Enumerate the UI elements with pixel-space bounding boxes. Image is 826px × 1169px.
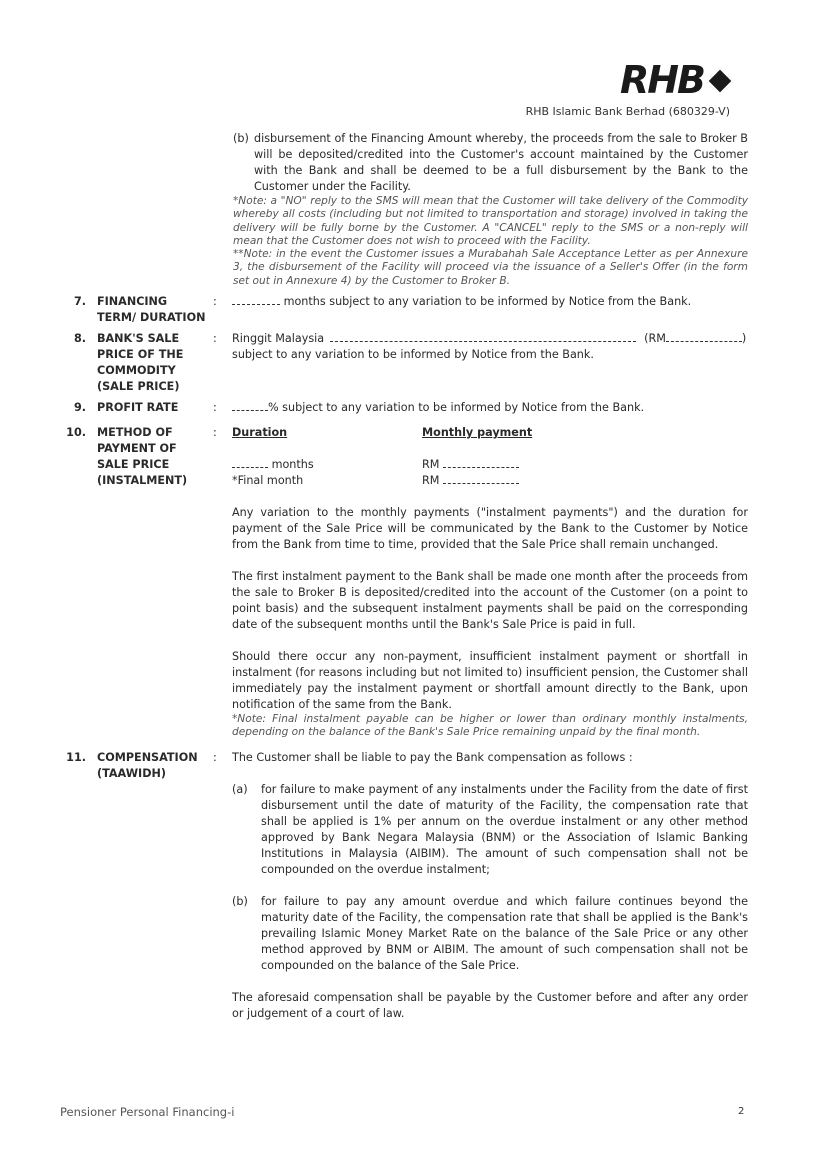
rm-label: RM: [422, 458, 440, 471]
colon: :: [213, 426, 217, 439]
section-content: [232, 331, 748, 363]
section-content: [232, 425, 748, 740]
section-content: [232, 400, 748, 416]
compensation-closing: The aforesaid compensation shall be payable by the Customer before and after any order or judgement of a court of law.: [232, 991, 748, 1020]
rhb-logo: [620, 60, 728, 100]
variation-text: subject to any variation to be informed by Notice from the Bank.: [232, 348, 594, 361]
section-number: 10.: [66, 426, 86, 439]
letterhead: [525, 58, 730, 122]
rm-open: (RM: [644, 332, 666, 345]
page-number: 2: [738, 1106, 745, 1117]
months-blank[interactable]: [232, 294, 280, 305]
rm-amount-blank[interactable]: [666, 331, 742, 342]
item-b-disbursement: [233, 131, 748, 288]
section-number: 8.: [73, 332, 86, 345]
monthly-payment-header: Monthly payment: [422, 426, 533, 439]
non-payment-paragraph: Should there occur any non-payment, insufficient instalment payment or shortfall in instalment (for reasons including but not limited to) insufficient pension, the Customer shall immediately pay the instalment payment or shortfall amount directly to the Bank, upon notification of the same from the Bank.: [232, 650, 748, 711]
compensation-item-a: [232, 782, 748, 878]
section-number: 9.: [73, 401, 86, 414]
section-label: BANK'S SALE PRICE OF THE COMMODITY (SALE PRICE): [97, 332, 184, 393]
section-label: FINANCING TERM/ DURATION: [97, 295, 206, 324]
duration-header: Duration: [232, 426, 288, 439]
rm-close: ): [741, 332, 747, 345]
section-label: METHOD OF PAYMENT OF SALE PRICE (INSTALMENT): [97, 426, 188, 487]
colon: :: [213, 751, 217, 764]
months-unit: months: [271, 458, 314, 471]
section-number: 11.: [66, 751, 86, 764]
final-amount-row: [422, 473, 519, 489]
final-instalment-note: *Note: Final instalment payable can be higher or lower than ordinary monthly instalments, depending on the balance of the Bank's Sale Price remaining unpaid by the final month.: [232, 713, 748, 739]
rate-blank[interactable]: [232, 400, 268, 411]
rate-text: % subject to any variation to be informed by Notice from the Bank.: [268, 401, 645, 414]
diamond-icon: [709, 70, 732, 93]
item-a-text: for failure to make payment of any instalments under the Facility from the date of first disbursement until the date of maturity of the Facility, the compensation rate that shall be applied is 1% per annum on the overdue instalment or any other method approved by Bank Negara Malaysia (BNM) or the Association of Islamic Banking Institutions in Malaysia (AIBIM). The amount of such compensation shall not be compounded on the overdue instalment;: [261, 783, 748, 876]
variation-paragraph: Any variation to the monthly payments ("instalment payments") and the duration for payment of the Sale Price will be communicated by the Bank to the Customer by Notice from the Bank from time to time, provided that the Sale Price shall remain unchanged.: [232, 506, 748, 551]
rm-label: RM: [422, 474, 440, 487]
section-content: [232, 294, 748, 310]
term-text: months subject to any variation to be informed by Notice from the Bank.: [283, 295, 692, 308]
compensation-item-b: [232, 894, 748, 974]
colon: :: [213, 295, 217, 308]
item-b-text: disbursement of the Financing Amount whereby, the proceeds from the sale to Broker B will be deposited/credited into the Customer's account maintained by the Customer with the Bank and shall be deemed to be a full disbursement by the Bank to the Customer under the Facility.: [254, 132, 748, 193]
duration-row: [232, 457, 314, 473]
logo-text: RHB: [619, 58, 704, 102]
section-content: [232, 750, 748, 1022]
sms-note: *Note: a "NO" reply to the SMS will mean that the Customer will take delivery of the Commodity whereby all costs (including but not limited to transportation and storage) involved in taking the delivery will be fully borne by the Customer. A "CANCEL" reply to the SMS or a non-reply will mean that the Customer does not wish to proceed with the Facility.: [233, 195, 748, 247]
payment-table: [232, 425, 748, 489]
footer-product-name: Pensioner Personal Financing-i: [60, 1105, 235, 1119]
item-a-marker: (a): [232, 783, 248, 796]
colon: :: [213, 332, 217, 345]
colon: :: [213, 401, 217, 414]
currency-prefix: Ringgit Malaysia: [232, 332, 325, 345]
section-label: PROFIT RATE: [97, 401, 179, 414]
monthly-amount-row: [422, 457, 519, 473]
annexure-note: **Note: in the event the Customer issues a Murabahah Sale Acceptance Letter as per Annexure 3, the disbursement of the Facility will proceed via the issuance of a Seller's Offer (in the form set out in Annexure 4) by the Customer to Broker B.: [233, 248, 748, 287]
section-number: 7.: [73, 295, 86, 308]
item-b-marker: (b): [232, 895, 248, 908]
monthly-amount-blank[interactable]: [443, 457, 519, 468]
item-b-text: for failure to pay any amount overdue and which failure continues beyond the maturity date of the Facility, the compensation rate that shall be applied is the Bank's prevailing Islamic Money Market Rate on the balance of the Sale Price or any other method approved by BNM or AIBIM. The amount of such compensation shall not be compounded on the balance of the Sale Price.: [261, 895, 748, 972]
compensation-intro: The Customer shall be liable to pay the Bank compensation as follows :: [232, 751, 633, 764]
duration-blank[interactable]: [232, 457, 268, 468]
item-b-marker: (b): [233, 132, 249, 145]
final-amount-blank[interactable]: [443, 473, 519, 484]
final-month-label: *Final month: [232, 474, 304, 487]
amount-words-blank[interactable]: [330, 331, 636, 342]
first-instalment-paragraph: The first instalment payment to the Bank shall be made one month after the proceeds from the sale to Broker B is deposited/credited into the account of the Customer (on a point to point basis) and the subsequent instalment payments shall be paid on the corresponding date of the subsequent months until the Bank's Sale Price is paid in full.: [232, 570, 748, 631]
bank-name: RHB Islamic Bank Berhad (680329-V): [525, 105, 730, 118]
section-label: COMPENSATION (TAAWIDH): [97, 751, 198, 780]
